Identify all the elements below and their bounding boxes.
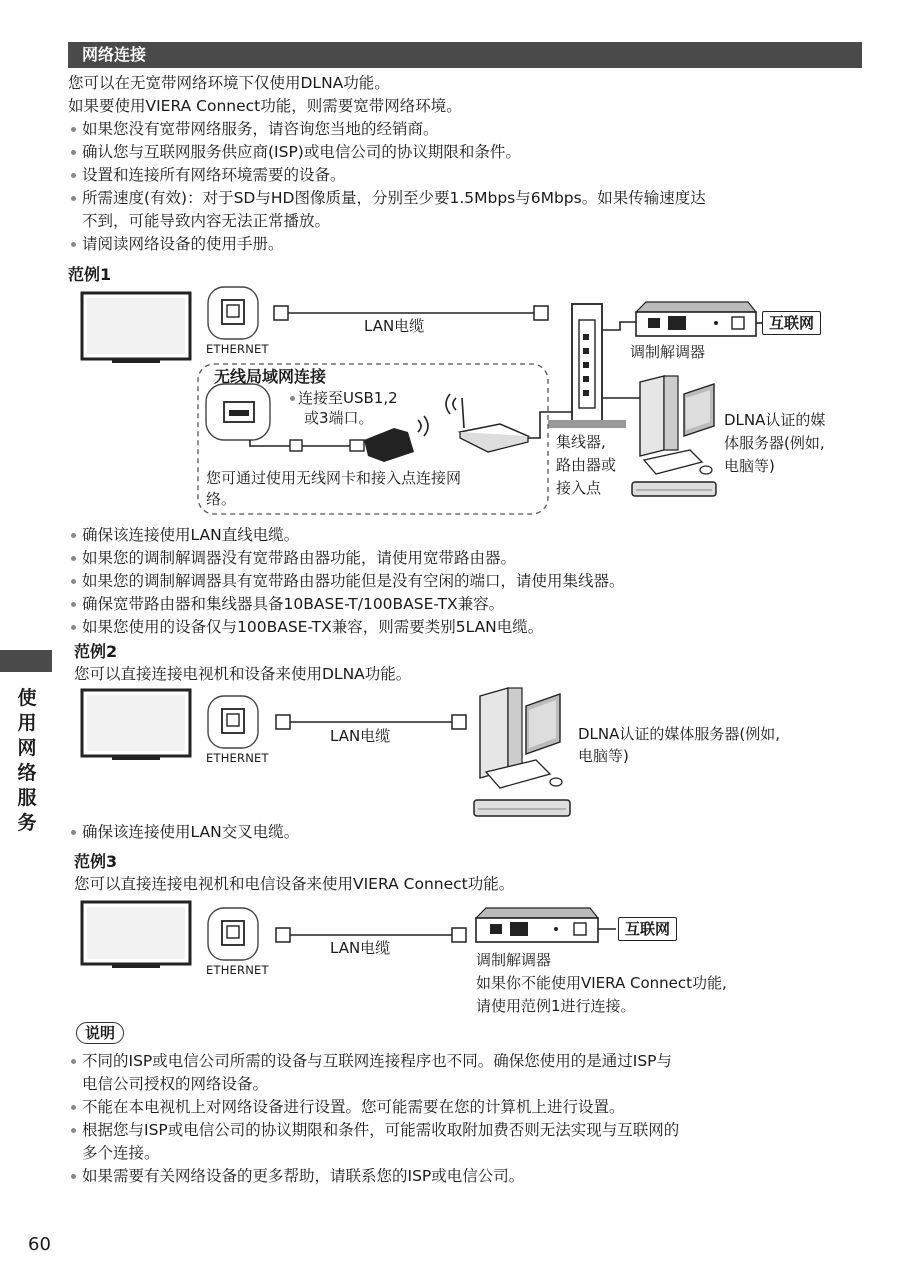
list-item: 不同的ISP或电信公司所需的设备与互联网连接程序也不同。确保您使用的是通过ISP与 bbox=[68, 1050, 679, 1073]
computer-icon bbox=[480, 688, 562, 788]
continuation-text: 不到，可能导致内容无法正常播放。 bbox=[82, 212, 331, 230]
modem-label: 调制解调器 bbox=[476, 951, 552, 969]
wireless-note-2: 络。 bbox=[206, 490, 237, 508]
tv-icon bbox=[82, 293, 190, 363]
server-label-1: DLNA认证的媒体服务器(例如, bbox=[578, 725, 781, 743]
modem-label: 调制解调器 bbox=[630, 343, 706, 361]
notes-label: 说明 bbox=[76, 1022, 124, 1044]
list-item: 确保该连接使用LAN交叉电缆。 bbox=[68, 821, 299, 844]
usb-note-text: 连接至USB1,2 bbox=[298, 389, 398, 407]
list-item: 不能在本电视机上对网络设备进行设置。您可能需要在您的计算机上进行设置。 bbox=[68, 1096, 679, 1119]
list-item: 确保宽带路由器和集线器具备10BASE-T/100BASE-TX兼容。 bbox=[68, 593, 625, 616]
wireless-note-1: 您可通过使用无线网卡和接入点连接网 bbox=[206, 469, 462, 487]
list-item: 请阅读网络设备的使用手册。 bbox=[68, 233, 706, 256]
internet-label: 互联网 bbox=[762, 311, 821, 335]
server-label-2: 体服务器(例如, bbox=[724, 434, 825, 452]
example3-desc: 您可以直接连接电视机和电信设备来使用VIERA Connect功能。 bbox=[74, 875, 515, 893]
hub-label-2: 路由器或 bbox=[556, 456, 617, 474]
list-item: 如果您使用的设备仅与100BASE-TX兼容，则需要类别5LAN电缆。 bbox=[68, 616, 625, 639]
list-item: 根据您与ISP或电信公司的协议期限和条件，可能需收取附加费否则无法实现与互联网的 bbox=[68, 1119, 679, 1142]
server-label-2: 电脑等) bbox=[578, 747, 629, 765]
ethernet-label: ETHERNET bbox=[206, 963, 269, 977]
list-item-continuation: 电信公司授权的网络设备。 bbox=[82, 1075, 269, 1093]
media-player-icon bbox=[474, 800, 570, 816]
tv-icon bbox=[82, 902, 190, 968]
server-label-1: DLNA认证的媒 bbox=[724, 411, 826, 429]
server-label-3: 电脑等) bbox=[724, 457, 775, 475]
list-item: 所需速度(有效)：对于SD与HD图像质量，分别至少要1.5Mbps与6Mbps。如果传输速度达 bbox=[68, 187, 706, 210]
hub-label-1: 集线器, bbox=[556, 433, 606, 451]
intro-line-2: 如果要使用VIERA Connect功能，则需要宽带网络环境。 bbox=[68, 97, 462, 115]
side-tab-bar bbox=[0, 650, 52, 672]
example3-note-1: 如果你不能使用VIERA Connect功能, bbox=[476, 974, 727, 992]
list-item-continuation: 多个连接。 bbox=[82, 1144, 160, 1162]
hub-icon bbox=[548, 304, 626, 428]
section-title: 网络连接 bbox=[82, 45, 147, 64]
example2-bullets bbox=[68, 821, 299, 844]
usb-port-icon bbox=[206, 384, 270, 440]
page-number: 60 bbox=[28, 1234, 51, 1255]
list-item: 确保该连接使用LAN直线电缆。 bbox=[68, 524, 625, 547]
list-item: 设置和连接所有网络环境需要的设备。 bbox=[68, 164, 706, 187]
access-point-icon bbox=[460, 398, 528, 452]
ethernet-port-icon bbox=[208, 287, 258, 339]
side-tab-text: 使用网络服务 bbox=[17, 687, 37, 834]
usb-note-1 bbox=[290, 388, 398, 408]
intro-line-1: 您可以在无宽带网络环境下仅使用DLNA功能。 bbox=[68, 74, 390, 92]
example3-title: 范例3 bbox=[74, 852, 118, 871]
list-item: 如果需要有关网络设备的更多帮助，请联系您的ISP或电信公司。 bbox=[68, 1165, 679, 1188]
computer-icon bbox=[640, 376, 714, 474]
ethernet-label: ETHERNET bbox=[206, 342, 269, 356]
lan-cable-label: LAN电缆 bbox=[364, 317, 425, 335]
list-item: 如果您的调制解调器没有宽带路由器功能，请使用宽带路由器。 bbox=[68, 547, 625, 570]
list-item: 确认您与互联网服务供应商(ISP)或电信公司的协议期限和条件。 bbox=[68, 141, 706, 164]
wireless-title: 无线局域网连接 bbox=[214, 367, 327, 386]
media-player-icon bbox=[632, 482, 716, 496]
tv-icon bbox=[82, 690, 190, 760]
modem-icon bbox=[476, 908, 616, 942]
ethernet-port-icon bbox=[208, 908, 258, 960]
side-tab-label bbox=[14, 686, 40, 836]
hub-label-3: 接入点 bbox=[556, 479, 602, 497]
lan-cable-label: LAN电缆 bbox=[330, 727, 391, 745]
example2-desc: 您可以直接连接电视机和设备来使用DLNA功能。 bbox=[74, 665, 412, 683]
internet-label: 互联网 bbox=[618, 917, 677, 941]
ethernet-label: ETHERNET bbox=[206, 751, 269, 765]
example2-title: 范例2 bbox=[74, 642, 118, 661]
modem-icon bbox=[636, 302, 764, 336]
lan-cable-label: LAN电缆 bbox=[330, 939, 391, 957]
example3-note-2: 请使用范例1进行连接。 bbox=[476, 997, 636, 1015]
example1-bullets bbox=[68, 524, 625, 639]
ethernet-port-icon bbox=[208, 696, 258, 748]
list-item: 如果您的调制解调器具有宽带路由器功能但是没有空闲的端口，请使用集线器。 bbox=[68, 570, 625, 593]
list-item: 如果您没有宽带网络服务，请咨询您当地的经销商。 bbox=[68, 118, 706, 141]
usb-note-2: 或3端口。 bbox=[304, 409, 374, 427]
wireless-adapter-icon bbox=[364, 428, 414, 462]
example1-title: 范例1 bbox=[68, 265, 112, 284]
notes-list bbox=[68, 1050, 679, 1188]
